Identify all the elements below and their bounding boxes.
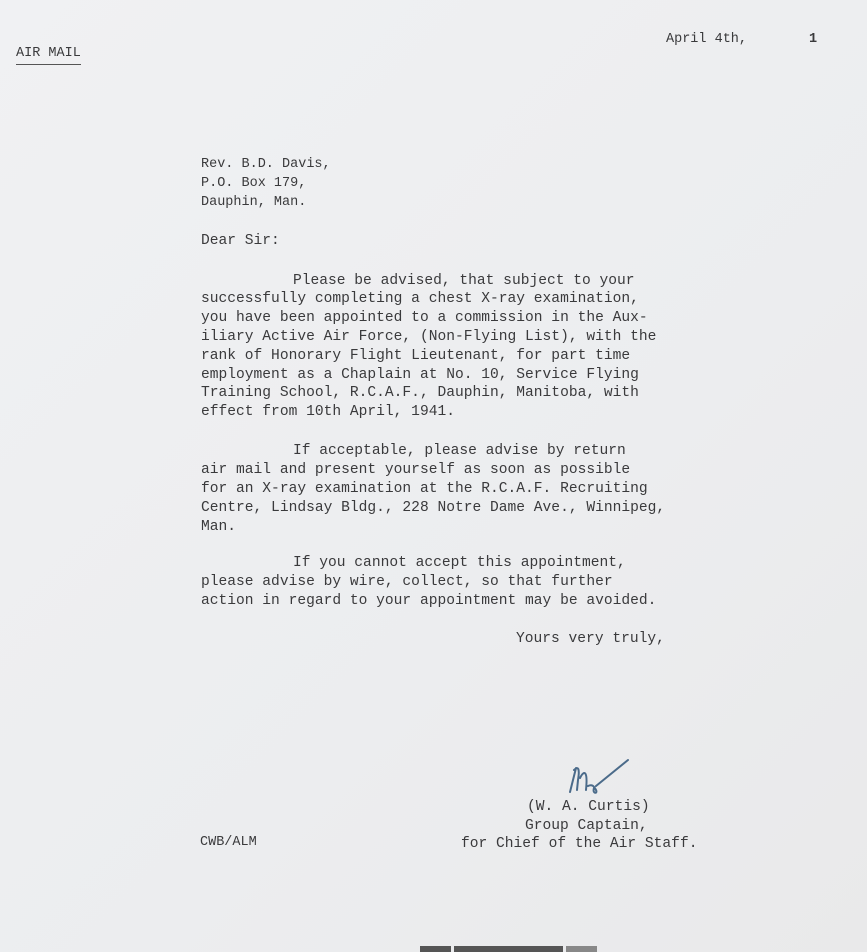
body-line: If acceptable, please advise by return <box>293 443 626 459</box>
signatory-rank: Group Captain, <box>525 818 648 834</box>
address-line: Rev. B.D. Davis, <box>201 157 331 172</box>
body-line: Man. <box>201 519 237 535</box>
date: April 4th, <box>666 32 748 47</box>
body-line: for an X-ray examination at the R.C.A.F. Recruiting <box>201 481 648 497</box>
signatory-on-behalf: for Chief of the Air Staff. <box>461 836 698 852</box>
body-line: successfully completing a chest X-ray examination, <box>201 291 639 307</box>
body-line: effect from 10th April, 1941. <box>201 404 455 420</box>
body-line: action in regard to your appointment may be avoided. <box>201 593 657 609</box>
reference-initials: CWB/ALM <box>200 835 257 850</box>
body-line: Centre, Lindsay Bldg., 228 Notre Dame Ave., Winnipeg, <box>201 500 666 516</box>
scan-edge-mark <box>566 946 597 952</box>
body-line: rank of Honorary Flight Lieutenant, for part time <box>201 348 631 364</box>
signatory-name: (W. A. Curtis) <box>527 799 650 815</box>
address-line: P.O. Box 179, <box>201 176 307 191</box>
body-line: Training School, R.C.A.F., Dauphin, Manitoba, with <box>201 385 639 401</box>
body-line: employment as a Chaplain at No. 10, Service Flying <box>201 367 639 383</box>
body-line: Please be advised, that subject to your <box>293 273 635 289</box>
body-line: please advise by wire, collect, so that further <box>201 574 613 590</box>
air-mail-label: AIR MAIL <box>16 45 81 65</box>
body-line: iliary Active Air Force, (Non-Flying List), with the <box>201 329 657 345</box>
scan-edge-mark <box>420 946 451 952</box>
salutation: Dear Sir: <box>201 233 280 249</box>
closing: Yours very truly, <box>516 631 665 647</box>
scan-edge-mark <box>454 946 563 952</box>
body-line: If you cannot accept this appointment, <box>293 555 626 571</box>
body-line: air mail and present yourself as soon as possible <box>201 462 631 478</box>
page-number: 1 <box>809 32 818 47</box>
body-line: you have been appointed to a commission in the Aux- <box>201 310 648 326</box>
handwritten-signature <box>562 756 638 800</box>
address-line: Dauphin, Man. <box>201 195 307 210</box>
